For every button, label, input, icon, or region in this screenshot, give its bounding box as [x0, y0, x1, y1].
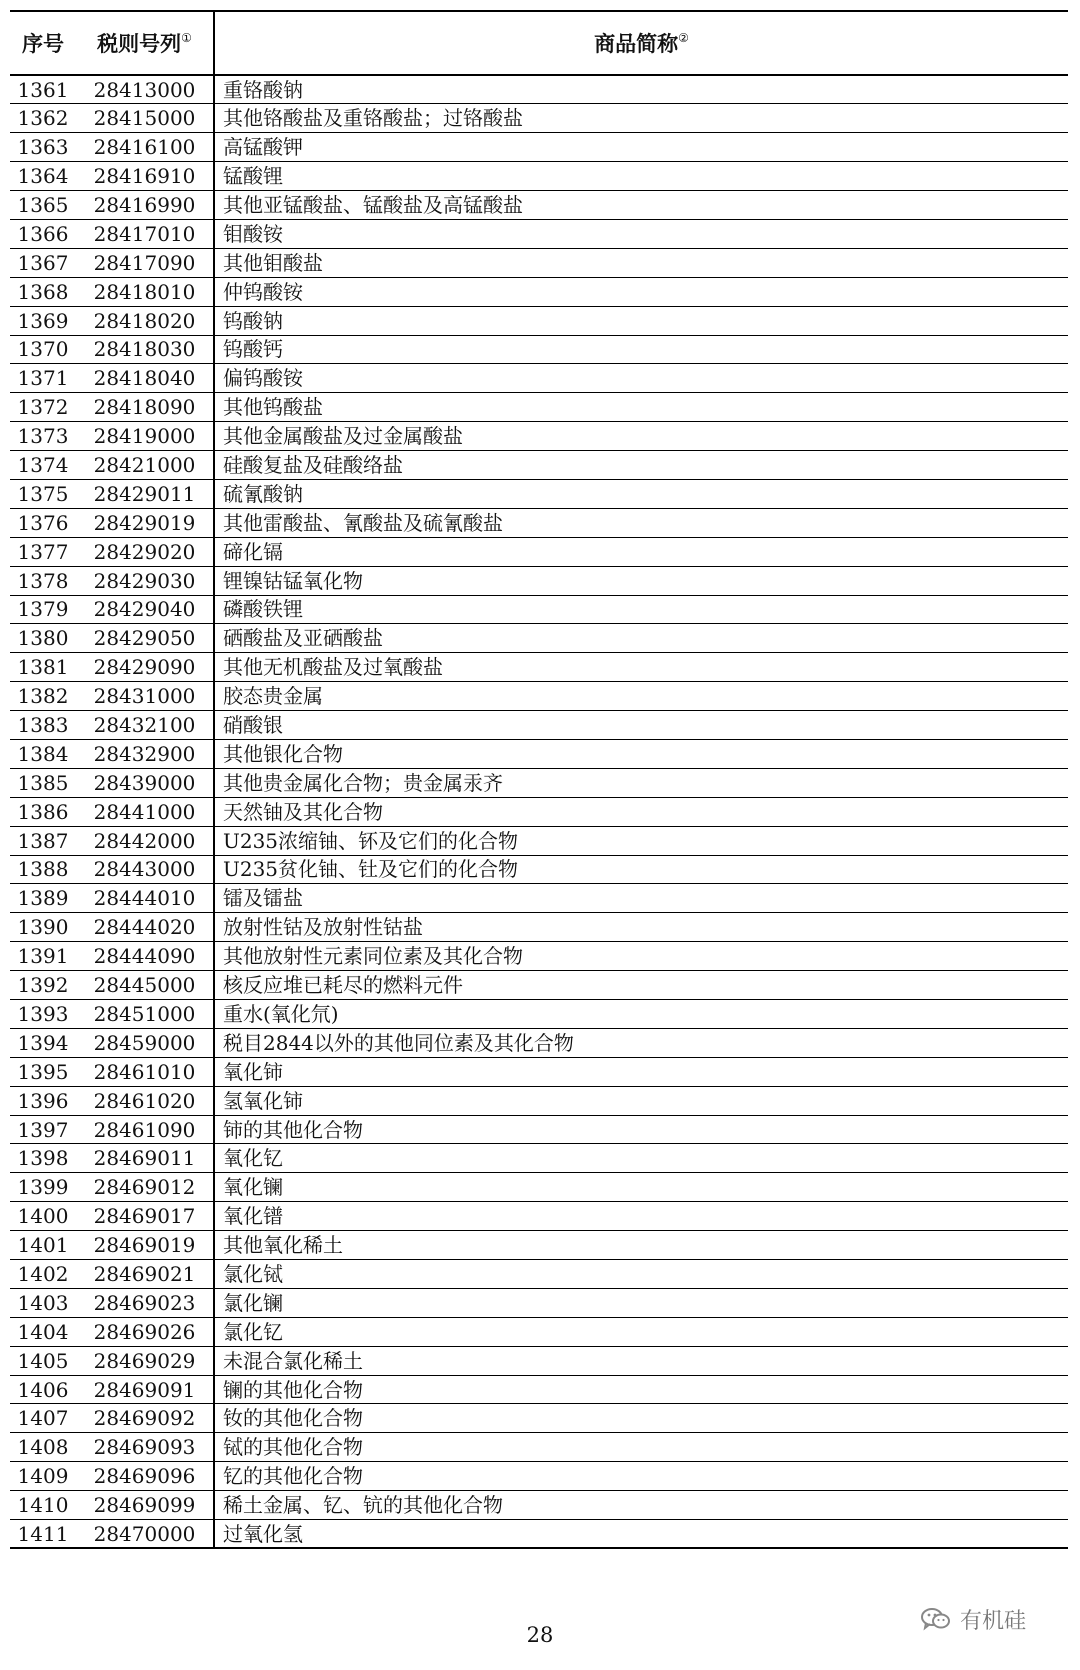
header-seq: 序号: [10, 11, 76, 75]
table-row: [10, 624, 1068, 653]
table-row: [10, 1317, 1068, 1346]
row-seq: 1367: [10, 248, 76, 277]
row-tariff-code: 28432100: [76, 711, 214, 740]
row-tariff-code: 28469021: [76, 1260, 214, 1289]
row-tariff-code: 28442000: [76, 826, 214, 855]
row-seq: 1380: [10, 624, 76, 653]
row-tariff-code: 28429011: [76, 479, 214, 508]
header-code: 税则号列①: [76, 11, 214, 75]
row-seq: 1408: [10, 1433, 76, 1462]
row-product-name: 天然铀及其化合物: [214, 797, 1068, 826]
row-tariff-code: 28429040: [76, 595, 214, 624]
row-tariff-code: 28419000: [76, 422, 214, 451]
row-product-name: 高锰酸钾: [214, 133, 1068, 162]
row-seq: 1383: [10, 711, 76, 740]
row-tariff-code: 28459000: [76, 1028, 214, 1057]
row-tariff-code: 28413000: [76, 75, 214, 104]
row-product-name: 氧化铈: [214, 1057, 1068, 1086]
row-product-name: 重铬酸钠: [214, 75, 1068, 104]
row-tariff-code: 28421000: [76, 451, 214, 480]
row-tariff-code: 28417090: [76, 248, 214, 277]
row-tariff-code: 28441000: [76, 797, 214, 826]
row-seq: 1389: [10, 884, 76, 913]
row-tariff-code: 28429019: [76, 508, 214, 537]
row-seq: 1402: [10, 1260, 76, 1289]
row-seq: 1378: [10, 566, 76, 595]
row-seq: 1398: [10, 1144, 76, 1173]
row-tariff-code: 28470000: [76, 1520, 214, 1549]
row-tariff-code: 28418010: [76, 277, 214, 306]
row-product-name: 钼酸铵: [214, 219, 1068, 248]
row-seq: 1368: [10, 277, 76, 306]
row-product-name: 其他氧化稀土: [214, 1231, 1068, 1260]
row-product-name: 氯化钇: [214, 1317, 1068, 1346]
row-product-name: 偏钨酸铵: [214, 364, 1068, 393]
row-tariff-code: 28469019: [76, 1231, 214, 1260]
row-product-name: 铈的其他化合物: [214, 1115, 1068, 1144]
row-tariff-code: 28469096: [76, 1462, 214, 1491]
row-tariff-code: 28469011: [76, 1144, 214, 1173]
row-tariff-code: 28416910: [76, 162, 214, 191]
row-seq: 1411: [10, 1520, 76, 1549]
row-product-name: 硝酸银: [214, 711, 1068, 740]
row-product-name: 其他贵金属化合物；贵金属汞齐: [214, 768, 1068, 797]
row-product-name: 氯化铽: [214, 1260, 1068, 1289]
row-seq: 1392: [10, 971, 76, 1000]
row-tariff-code: 28429050: [76, 624, 214, 653]
row-product-name: 硅酸复盐及硅酸络盐: [214, 451, 1068, 480]
row-seq: 1363: [10, 133, 76, 162]
row-tariff-code: 28417010: [76, 219, 214, 248]
row-seq: 1407: [10, 1404, 76, 1433]
row-seq: 1375: [10, 479, 76, 508]
row-seq: 1409: [10, 1462, 76, 1491]
row-tariff-code: 28469029: [76, 1346, 214, 1375]
table-row: [10, 1260, 1068, 1289]
row-seq: 1364: [10, 162, 76, 191]
table-row: [10, 1288, 1068, 1317]
row-product-name: 未混合氯化稀土: [214, 1346, 1068, 1375]
row-product-name: 其他铬酸盐及重铬酸盐；过铬酸盐: [214, 104, 1068, 133]
table-row: [10, 537, 1068, 566]
table-row: [10, 393, 1068, 422]
row-tariff-code: 28429030: [76, 566, 214, 595]
table-row: [10, 1000, 1068, 1029]
table-row: [10, 75, 1068, 104]
table-row: [10, 1404, 1068, 1433]
footnote-marker-1: ①: [181, 31, 192, 45]
row-tariff-code: 28432900: [76, 739, 214, 768]
table-row: [10, 191, 1068, 220]
row-seq: 1377: [10, 537, 76, 566]
row-tariff-code: 28418020: [76, 306, 214, 335]
row-seq: 1372: [10, 393, 76, 422]
row-product-name: 锂镍钴锰氧化物: [214, 566, 1068, 595]
tariff-table: [10, 10, 1068, 1549]
row-product-name: 过氧化氢: [214, 1520, 1068, 1549]
row-product-name: 氯化镧: [214, 1288, 1068, 1317]
row-tariff-code: 28469017: [76, 1202, 214, 1231]
row-seq: 1393: [10, 1000, 76, 1029]
row-tariff-code: 28439000: [76, 768, 214, 797]
table-row: [10, 1086, 1068, 1115]
row-product-name: 钨酸钠: [214, 306, 1068, 335]
table-row: [10, 422, 1068, 451]
row-tariff-code: 28469026: [76, 1317, 214, 1346]
row-tariff-code: 28444090: [76, 942, 214, 971]
row-tariff-code: 28461090: [76, 1115, 214, 1144]
table-row: [10, 855, 1068, 884]
row-seq: 1386: [10, 797, 76, 826]
row-seq: 1395: [10, 1057, 76, 1086]
row-product-name: 其他银化合物: [214, 739, 1068, 768]
row-product-name: 仲钨酸铵: [214, 277, 1068, 306]
row-tariff-code: 28445000: [76, 971, 214, 1000]
table-row: [10, 1202, 1068, 1231]
row-tariff-code: 28469099: [76, 1491, 214, 1520]
row-tariff-code: 28461010: [76, 1057, 214, 1086]
row-seq: 1374: [10, 451, 76, 480]
table-row: [10, 335, 1068, 364]
row-tariff-code: 28469092: [76, 1404, 214, 1433]
table-row: [10, 942, 1068, 971]
table-row: [10, 884, 1068, 913]
row-tariff-code: 28469012: [76, 1173, 214, 1202]
table-body: [10, 75, 1068, 1548]
row-product-name: 放射性钴及放射性钴盐: [214, 913, 1068, 942]
row-tariff-code: 28429020: [76, 537, 214, 566]
row-product-name: U235贫化铀、钍及它们的化合物: [214, 855, 1068, 884]
row-seq: 1366: [10, 219, 76, 248]
row-tariff-code: 28418090: [76, 393, 214, 422]
row-seq: 1362: [10, 104, 76, 133]
page-number: 28: [526, 1623, 554, 1647]
table-row: [10, 1520, 1068, 1549]
row-product-name: 硒酸盐及亚硒酸盐: [214, 624, 1068, 653]
table-row: [10, 306, 1068, 335]
table-row: [10, 1144, 1068, 1173]
table-row: [10, 913, 1068, 942]
row-tariff-code: 28451000: [76, 1000, 214, 1029]
row-product-name: 氧化镨: [214, 1202, 1068, 1231]
table-row: [10, 566, 1068, 595]
row-product-name: 硫氰酸钠: [214, 479, 1068, 508]
table-row: [10, 826, 1068, 855]
table-row: [10, 1028, 1068, 1057]
row-product-name: 其他钼酸盐: [214, 248, 1068, 277]
table-row: [10, 1231, 1068, 1260]
row-seq: 1388: [10, 855, 76, 884]
table-row: [10, 277, 1068, 306]
table-row: [10, 1375, 1068, 1404]
row-tariff-code: 28431000: [76, 682, 214, 711]
row-product-name: 氢氧化铈: [214, 1086, 1068, 1115]
row-product-name: 磷酸铁锂: [214, 595, 1068, 624]
footnote-marker-2: ②: [678, 31, 689, 45]
table-row: [10, 162, 1068, 191]
row-tariff-code: 28469091: [76, 1375, 214, 1404]
row-product-name: 铽的其他化合物: [214, 1433, 1068, 1462]
row-seq: 1384: [10, 739, 76, 768]
row-seq: 1399: [10, 1173, 76, 1202]
row-tariff-code: 28429090: [76, 653, 214, 682]
row-product-name: 核反应堆已耗尽的燃料元件: [214, 971, 1068, 1000]
watermark-text: 有机硅: [960, 1608, 1027, 1634]
row-product-name: 其他放射性元素同位素及其化合物: [214, 942, 1068, 971]
table-row: [10, 1115, 1068, 1144]
table-row: [10, 451, 1068, 480]
row-seq: 1369: [10, 306, 76, 335]
row-seq: 1396: [10, 1086, 76, 1115]
table-row: [10, 768, 1068, 797]
row-seq: 1379: [10, 595, 76, 624]
table-row: [10, 508, 1068, 537]
row-product-name: 稀土金属、钇、钪的其他化合物: [214, 1491, 1068, 1520]
row-product-name: 胶态贵金属: [214, 682, 1068, 711]
row-seq: 1405: [10, 1346, 76, 1375]
row-product-name: 镭及镭盐: [214, 884, 1068, 913]
row-seq: 1385: [10, 768, 76, 797]
document-page: [10, 10, 1068, 1549]
row-seq: 1376: [10, 508, 76, 537]
row-seq: 1381: [10, 653, 76, 682]
table-row: [10, 1346, 1068, 1375]
row-tariff-code: 28461020: [76, 1086, 214, 1115]
row-product-name: 其他雷酸盐、氰酸盐及硫氰酸盐: [214, 508, 1068, 537]
row-seq: 1361: [10, 75, 76, 104]
row-seq: 1403: [10, 1288, 76, 1317]
table-row: [10, 1491, 1068, 1520]
row-tariff-code: 28415000: [76, 104, 214, 133]
row-product-name: 镧的其他化合物: [214, 1375, 1068, 1404]
table-row: [10, 1462, 1068, 1491]
row-product-name: 其他金属酸盐及过金属酸盐: [214, 422, 1068, 451]
row-seq: 1401: [10, 1231, 76, 1260]
row-seq: 1365: [10, 191, 76, 220]
row-tariff-code: 28416990: [76, 191, 214, 220]
table-row: [10, 711, 1068, 740]
row-seq: 1373: [10, 422, 76, 451]
row-tariff-code: 28443000: [76, 855, 214, 884]
table-row: [10, 682, 1068, 711]
row-product-name: 碲化镉: [214, 537, 1068, 566]
row-seq: 1370: [10, 335, 76, 364]
table-row: [10, 595, 1068, 624]
row-tariff-code: 28444010: [76, 884, 214, 913]
row-seq: 1404: [10, 1317, 76, 1346]
row-seq: 1397: [10, 1115, 76, 1144]
row-seq: 1371: [10, 364, 76, 393]
row-seq: 1410: [10, 1491, 76, 1520]
table-row: [10, 219, 1068, 248]
row-product-name: 钨酸钙: [214, 335, 1068, 364]
row-product-name: 氧化镧: [214, 1173, 1068, 1202]
row-product-name: 钇的其他化合物: [214, 1462, 1068, 1491]
row-product-name: U235浓缩铀、钚及它们的化合物: [214, 826, 1068, 855]
row-tariff-code: 28469023: [76, 1288, 214, 1317]
row-product-name: 重水(氧化氘): [214, 1000, 1068, 1029]
table-row: [10, 248, 1068, 277]
row-product-name: 其他亚锰酸盐、锰酸盐及高锰酸盐: [214, 191, 1068, 220]
row-seq: 1391: [10, 942, 76, 971]
header-name: 商品简称②: [214, 11, 1068, 75]
table-row: [10, 1173, 1068, 1202]
table-row: [10, 1433, 1068, 1462]
table-row: [10, 104, 1068, 133]
row-seq: 1406: [10, 1375, 76, 1404]
row-tariff-code: 28469093: [76, 1433, 214, 1462]
row-seq: 1387: [10, 826, 76, 855]
row-tariff-code: 28444020: [76, 913, 214, 942]
row-seq: 1400: [10, 1202, 76, 1231]
row-tariff-code: 28418040: [76, 364, 214, 393]
row-product-name: 税目2844以外的其他同位素及其化合物: [214, 1028, 1068, 1057]
table-row: [10, 1057, 1068, 1086]
table-header: [10, 11, 1068, 75]
table-row: [10, 739, 1068, 768]
table-row: [10, 479, 1068, 508]
table-row: [10, 797, 1068, 826]
row-tariff-code: 28416100: [76, 133, 214, 162]
row-product-name: 其他钨酸盐: [214, 393, 1068, 422]
row-product-name: 钕的其他化合物: [214, 1404, 1068, 1433]
row-product-name: 锰酸锂: [214, 162, 1068, 191]
table-row: [10, 653, 1068, 682]
row-tariff-code: 28418030: [76, 335, 214, 364]
row-product-name: 氧化钇: [214, 1144, 1068, 1173]
row-seq: 1390: [10, 913, 76, 942]
row-product-name: 其他无机酸盐及过氧酸盐: [214, 653, 1068, 682]
table-row: [10, 364, 1068, 393]
row-seq: 1394: [10, 1028, 76, 1057]
table-row: [10, 133, 1068, 162]
row-seq: 1382: [10, 682, 76, 711]
table-row: [10, 971, 1068, 1000]
